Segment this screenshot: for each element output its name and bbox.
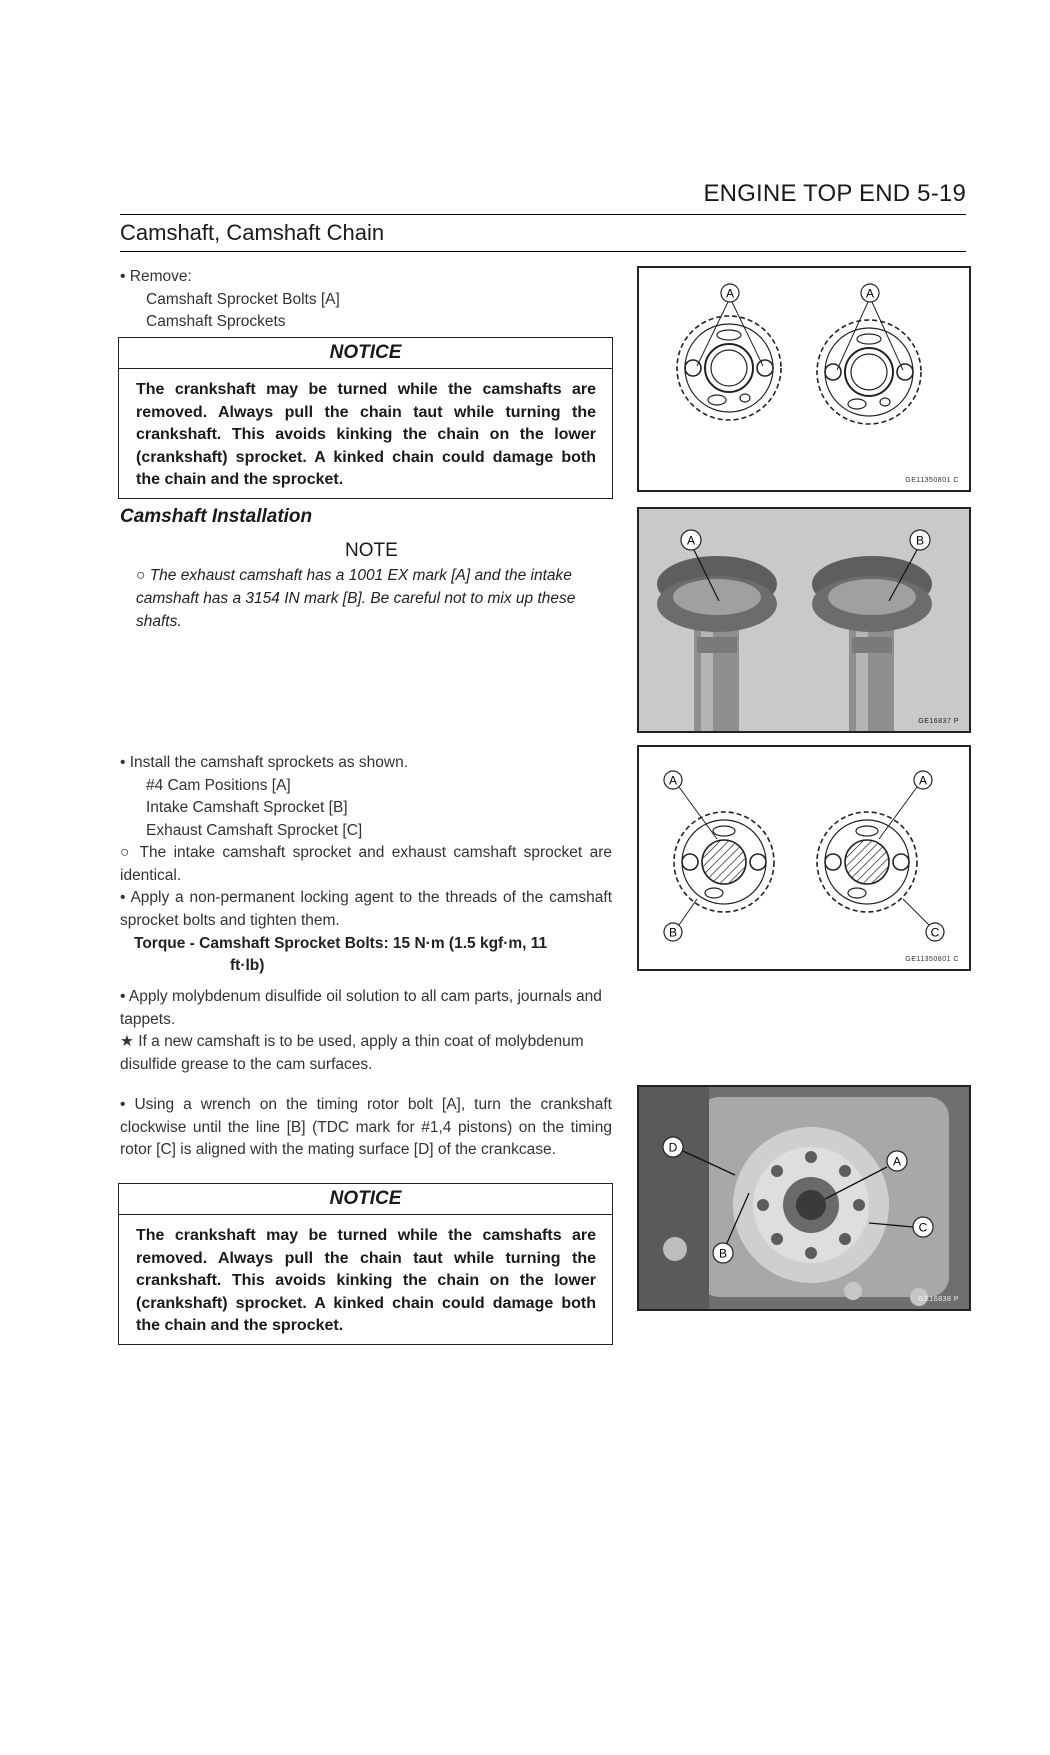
install-block <box>120 752 612 932</box>
circle-marker-icon: ○ <box>120 844 133 861</box>
note-body <box>136 564 614 633</box>
remove-item: Camshaft Sprocket Bolts [A] <box>146 290 340 308</box>
svg-text:A: A <box>918 773 928 788</box>
svg-text:B: B <box>718 1246 728 1261</box>
identical-note-line <box>120 842 612 887</box>
install-item: Intake Camshaft Sprocket [B] <box>146 799 348 816</box>
notice-box-2 <box>118 1183 613 1345</box>
install-lead: Install the camshaft sprockets as shown. <box>129 754 409 771</box>
figure-code: GE11350801 C <box>905 956 959 963</box>
svg-text:A: A <box>668 773 678 788</box>
install-item: Exhaust Camshaft Sprocket [C] <box>146 821 363 839</box>
molybdenum-line <box>120 986 612 1031</box>
torque-spec <box>134 933 612 977</box>
locking-agent-line <box>120 887 612 932</box>
figure-timing-rotor <box>637 1085 971 1311</box>
timing-rotor-photo <box>639 1087 969 1309</box>
callout-a-right <box>879 771 932 839</box>
svg-text:C: C <box>918 1220 928 1235</box>
new-camshaft-text: If a new camshaft is to be used, apply a thin coat of molybdenum disulfide grease to the cam surfaces. <box>120 1033 584 1073</box>
figure-code: GE16837 P <box>918 718 959 725</box>
section-title: Camshaft, Camshaft Chain <box>120 220 385 245</box>
notice-title: NOTICE <box>119 338 612 369</box>
torque-line-1: Torque - Camshaft Sprocket Bolts: 15 N·m (1.5 kgf·m, 11 <box>134 935 548 952</box>
identical-note: The intake camshaft sprocket and exhaust camshaft sprocket are identical. <box>120 844 612 884</box>
star-icon: ★ <box>120 1033 134 1050</box>
sprocket-drawing <box>639 268 969 490</box>
svg-text:A: A <box>892 1154 902 1169</box>
torque-line-2: ft·lb) <box>230 957 265 974</box>
cam-position-drawing <box>639 747 969 969</box>
timing-text: Using a wrench on the timing rotor bolt [A], turn the crankshaft clockwise until the line [B] (TDC mark for #1,4 pistons) on the timing rotor [C] is aligned with the mating surface [D] of the crankcase. <box>120 1096 612 1158</box>
callout-c <box>903 899 944 941</box>
bullet-icon: • <box>120 889 126 906</box>
remove-block <box>120 266 610 334</box>
remove-lead: Remove: <box>129 268 192 285</box>
bullet-icon: • <box>120 268 126 285</box>
bullet-icon: • <box>120 1096 126 1113</box>
header-rule-bottom <box>120 251 966 252</box>
figure-camshaft-marks <box>637 507 971 733</box>
notice-box-1 <box>118 337 613 499</box>
callout-b <box>664 899 697 941</box>
svg-text:B: B <box>668 925 678 940</box>
svg-text:A: A <box>865 286 875 301</box>
svg-text:C: C <box>930 925 940 940</box>
callout-a-left <box>664 771 717 839</box>
remove-lead-line <box>120 266 610 289</box>
callout-a-right <box>837 284 903 370</box>
callout-a-left <box>697 284 763 366</box>
notice-title: NOTICE <box>119 1184 612 1215</box>
new-camshaft-line <box>120 1031 612 1076</box>
bullet-icon: • <box>120 754 126 771</box>
lube-block <box>120 986 612 1076</box>
figure-code: GE16838 P <box>918 1296 959 1303</box>
figure-code: GE11350801 C <box>905 477 959 484</box>
header-rule-top <box>120 214 966 215</box>
note-text: The exhaust camshaft has a 1001 EX mark [A] and the intake camshaft has a 3154 IN mark [B]. Be careful not to mix up these shafts. <box>136 567 576 630</box>
svg-text:A: A <box>686 533 696 548</box>
page-number: ENGINE TOP END 5-19 <box>703 180 966 207</box>
camshaft-photo <box>639 509 969 731</box>
remove-item: Camshaft Sprockets <box>146 313 286 330</box>
notice-body: The crankshaft may be turned while the camshafts are removed. Always pull the chain taut while turning the crankshaft. This avoids kinking the chain on the lower (crankshaft) sprocket. A kinked chain could damage both the chain and the sprocket. <box>136 381 596 488</box>
figure-sprocket-bolts <box>637 266 971 492</box>
molybdenum-text: Apply molybdenum disulfide oil solution to all cam parts, journals and tappets. <box>120 988 602 1028</box>
circle-marker-icon: ○ <box>136 567 146 584</box>
subsection-heading: Camshaft Installation <box>120 506 313 527</box>
install-item: #4 Cam Positions [A] <box>146 776 291 794</box>
locking-agent-text: Apply a non-permanent locking agent to the threads of the camshaft sprocket bolts and tighten them. <box>120 889 612 929</box>
svg-text:B: B <box>915 533 925 548</box>
figure-cam-positions <box>637 745 971 971</box>
timing-block <box>120 1094 612 1162</box>
notice-body: The crankshaft may be turned while the camshafts are removed. Always pull the chain taut while turning the crankshaft. This avoids kinking the chain on the lower (crankshaft) sprocket. A kinked chain could damage both the chain and the sprocket. <box>136 1227 596 1334</box>
install-lead-line <box>120 752 612 775</box>
page-header <box>120 180 966 254</box>
note-title: NOTE <box>345 540 398 561</box>
svg-text:A: A <box>725 286 735 301</box>
svg-text:D: D <box>668 1140 678 1155</box>
bullet-icon: • <box>120 988 126 1005</box>
